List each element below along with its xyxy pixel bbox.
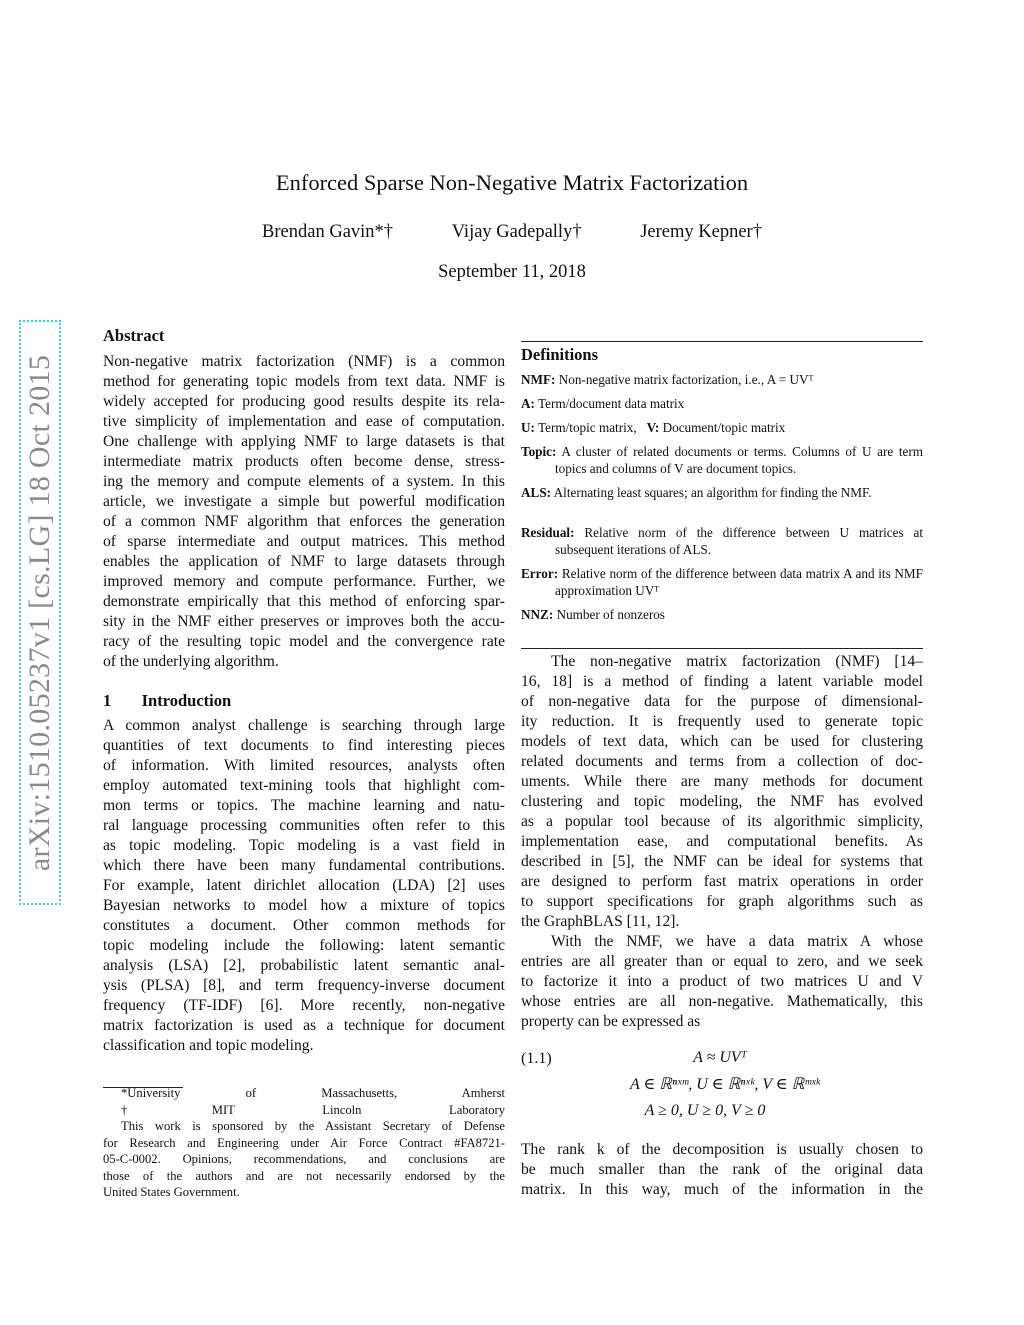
text-line: ral language processing communities often refer to this <box>103 817 505 834</box>
text-line: classification and topic modeling. <box>103 1037 314 1054</box>
text-line: uments. While there are many methods for document <box>521 773 923 790</box>
text-line: are designed to perform fast matrix operations in order <box>521 873 923 890</box>
definition-item: NMF: Non-negative matrix factorization, i.e., A = UVᵀ <box>521 372 814 387</box>
text-line: employ automated text-mining tools that highlight com- <box>103 777 505 794</box>
text-line: sity in the NMF either preserves or improves both the accu- <box>103 613 505 630</box>
paper-date: September 11, 2018 <box>438 262 586 282</box>
text-line: ing the memory and compute elements of a system. In this <box>103 473 505 490</box>
definition-item: Residual: Relative norm of the difference between U matrices at subsequent iterations of ALS. <box>521 525 923 557</box>
text-line: related documents and terms from a collection of doc- <box>521 753 923 770</box>
text-line: matrix factorization is used as a technique for document <box>103 1017 505 1034</box>
text-line: constitutes a document. Other common methods for <box>103 917 505 934</box>
arxiv-identifier: arXiv:1510.05237v1 [cs.LG] 18 Oct 2015 <box>23 354 56 871</box>
text-line: entries are all greater than or equal to zero, and we seek <box>521 953 923 970</box>
text-line: whose entries are all non-negative. Mathematically, this <box>521 993 923 1010</box>
text-line: method for generating topic models from text data. NMF is <box>103 373 505 390</box>
text-line: frequency (TF-IDF) [6]. More recently, non-negative <box>103 997 505 1014</box>
text-line: enables the application of NMF to large datasets through <box>103 553 505 570</box>
text-line: The rank k of the decomposition is usually chosen to <box>521 1141 923 1158</box>
text-line: for Research and Engineering under Air Force Contract #FA8721- <box>103 1135 505 1150</box>
definition-item: Error: Relative norm of the difference between data matrix A and its NMF approximation UVᵀ <box>521 566 923 598</box>
text-line: article, we investigate a simple but powerful modification <box>103 493 505 510</box>
definition-item: U: Term/topic matrix, V: Document/topic matrix <box>521 420 786 435</box>
text-line: improved memory and compute performance. Further, we <box>103 573 505 590</box>
text-line: Bayesian networks to model how a mixture of topics <box>103 897 505 914</box>
definition-item: A: Term/document data matrix <box>521 396 685 411</box>
introduction-heading: 1 Introduction <box>103 691 232 710</box>
text-line: For example, latent dirichlet allocation (LDA) [2] uses <box>103 877 505 894</box>
definition-item: NNZ: Number of nonzeros <box>521 607 665 622</box>
text-line: This work is sponsored by the Assistant Secretary of Defense <box>121 1119 505 1133</box>
text-line: which there have been many fundamental contributions. <box>103 857 505 874</box>
definitions-box <box>521 341 923 649</box>
text-line: to factorize it into a product of two matrices U and V <box>521 973 923 990</box>
text-line: to support specifications for graph algorithms such as <box>521 893 923 910</box>
author-list <box>0 222 1024 243</box>
text-line: 16, 18] is a method of finding a latent variable model <box>521 673 923 690</box>
author: Jeremy Kepner† <box>640 222 762 242</box>
text-line: 05-C-0002. Opinions, recommendations, and conclusions are <box>103 1152 505 1166</box>
equation-line: A ∈ ℝⁿˣᵐ, U ∈ ℝⁿˣᵏ, V ∈ ℝᵐˣᵏ <box>629 1076 821 1093</box>
equation-line: A ≥ 0, U ≥ 0, V ≥ 0 <box>644 1102 766 1119</box>
text-line: as a popular tool because of its algorithmic simplicity, <box>521 813 923 830</box>
nmf-intro-paragraph <box>521 652 923 932</box>
text-line: property can be expressed as <box>521 1013 701 1030</box>
text-line: of a common NMF algorithm that enforces the generation <box>103 513 505 530</box>
text-line: of non-negative data for the purpose of dimensional- <box>521 693 923 710</box>
text-line: of information. With limited resources, analysts often <box>103 757 505 774</box>
text-line: racy of the resulting topic model and the convergence rate <box>103 633 505 650</box>
abstract-body <box>103 352 505 672</box>
text-line: tive simplicity of implementation and ease of computation. <box>103 413 505 430</box>
arxiv-sidebar <box>19 320 61 905</box>
text-line: demonstrate empirically that this method of enforcing spar- <box>103 593 505 610</box>
text-line: of the underlying algorithm. <box>103 653 279 670</box>
text-line: †MIT Lincoln Laboratory <box>121 1102 505 1117</box>
text-line: analysis (LSA) [2], probabilistic latent semantic anal- <box>103 957 505 974</box>
rank-paragraph <box>521 1140 923 1200</box>
abstract-heading: Abstract <box>103 326 165 345</box>
footnotes <box>103 1085 505 1201</box>
text-line: matrix. In this way, much of the information in the <box>521 1181 923 1198</box>
paper-title: Enforced Sparse Non-Negative Matrix Factorization <box>275 170 749 195</box>
text-line: described in [5], the NMF can be ideal for systems that <box>521 853 923 870</box>
text-line: With the NMF, we have a data matrix A whose <box>551 933 923 950</box>
text-line: A common analyst challenge is searching through large <box>103 717 505 734</box>
definition-item: Topic: A cluster of related documents or terms. Columns of U are term topics and columns of V are document topics. <box>521 444 923 476</box>
text-line: widely accepted for producing good results despite its rela- <box>103 393 505 410</box>
text-line: of sparse intermediate and output matrices. This method <box>103 533 505 550</box>
text-line: mon terms or topics. The machine learning and natu- <box>103 797 505 814</box>
definitions-heading: Definitions <box>521 345 599 364</box>
text-line: clustering and topic modeling, the NMF has evolved <box>521 793 923 810</box>
text-line: intermediate matrix products often become dense, stress- <box>103 453 505 470</box>
text-line: ysis (PLSA) [8], and term frequency-inverse document <box>103 977 505 994</box>
text-line: Non-negative matrix factorization (NMF) is a common <box>103 353 505 370</box>
text-line: *University of Massachusetts, Amherst <box>121 1086 505 1100</box>
author: Brendan Gavin*† <box>262 222 394 242</box>
text-line: One challenge with applying NMF to large datasets is that <box>103 433 505 450</box>
text-line: as topic modeling. Topic modeling is a vast field in <box>103 837 505 854</box>
text-line: The non-negative matrix factorization (NMF) [14– <box>551 653 923 670</box>
text-line: topic modeling include the following: latent semantic <box>103 937 505 954</box>
definition-item: ALS: Alternating least squares; an algorithm for finding the NMF. <box>521 485 872 500</box>
text-line: those of the authors and are not necessarily endorsed by the <box>103 1168 505 1183</box>
text-line: be much smaller than the rank of the original data <box>521 1161 923 1178</box>
text-line: United States Government. <box>103 1185 240 1199</box>
author: Vijay Gadepally† <box>451 222 582 242</box>
data-matrix-paragraph <box>521 932 923 1032</box>
equation-number: (1.1) <box>521 1050 552 1067</box>
equation-line: A ≈ UVᵀ <box>693 1049 747 1066</box>
text-line: ity reduction. It is frequently used to generate topic <box>521 713 923 730</box>
text-line: implementation ease, and computational benefits. As <box>521 833 923 850</box>
text-line: quantities of text documents to find interesting pieces <box>103 737 505 754</box>
text-line: the GraphBLAS [11, 12]. <box>521 913 680 930</box>
text-line: models of text data, which can be used for clustering <box>521 733 923 750</box>
introduction-body <box>103 716 505 1056</box>
